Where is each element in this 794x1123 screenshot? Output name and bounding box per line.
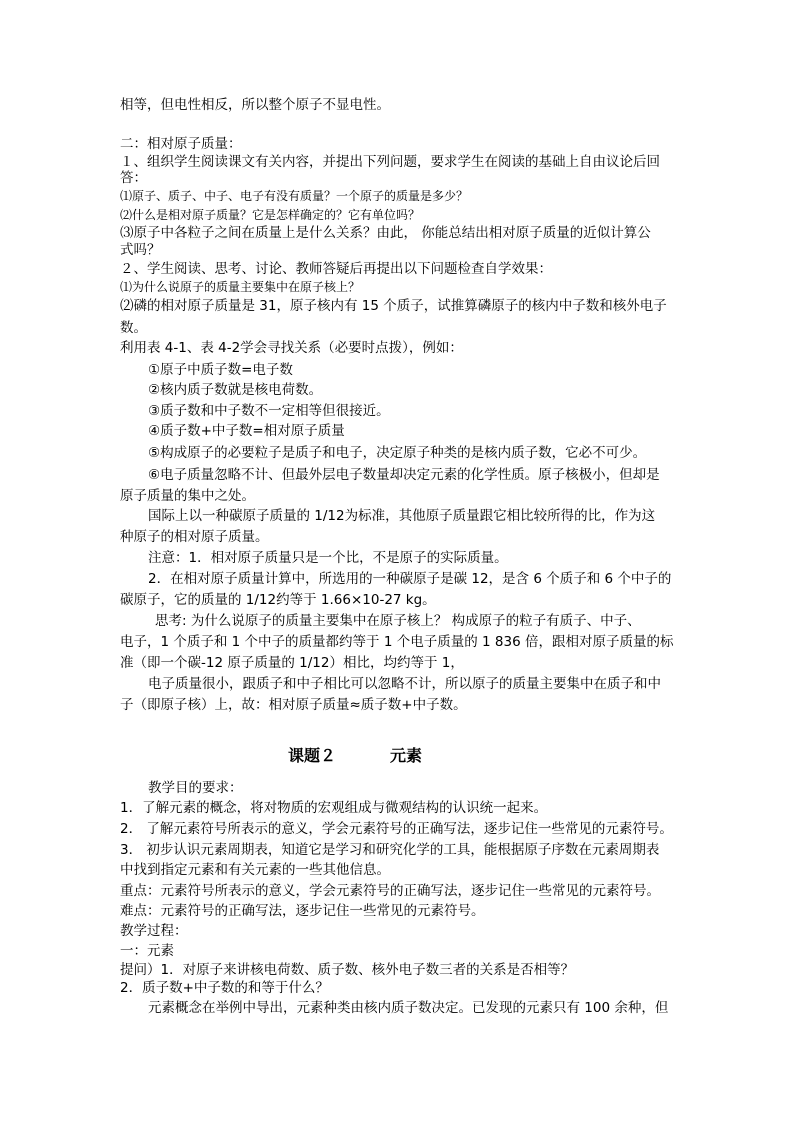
note-line: 注意：1．相对原子质量只是一个比，不是原子的实际质量。 <box>148 550 508 566</box>
list-item: ⑤构成原子的必要粒子是质子和电子，决定原子种类的是核内质子数，它必不可少。 <box>148 445 647 461</box>
question-line: ⑴原子、质子、中子、电子有没有质量？一个原子的质量是多少？ <box>120 189 469 203</box>
difficulty-line: 难点：元素符号的正确写法，逐步记住一些常见的元素符号。 <box>120 903 485 919</box>
section-heading: 一：元素 <box>120 943 174 959</box>
objective-line: 2． 了解元素符号所表示的意义，学会元素符号的正确写法，逐步记住一些常见的元素符号。 <box>120 821 673 837</box>
text-line: 答： <box>120 170 147 186</box>
question-line: ⑴为什么说原子的质量主要集中在原子核上？ <box>120 280 361 294</box>
text-line: 子（即原子核）上，故：相对原子质量≈质子数+中子数。 <box>120 697 467 713</box>
text-line: １、组织学生阅读课文有关内容，并提出下列问题，要求学生在阅读的基础上自由议论后回 <box>120 154 660 170</box>
objective-line: 1．了解元素的概念，将对物质的宏观组成与微观结构的认识统一起来。 <box>120 800 548 816</box>
text-line: 电子，1 个质子和 1 个中子的质量都约等于 1 个电子质量的 1 836 倍，跟相对原子质量的标 <box>120 634 674 650</box>
lesson-name: 元素 <box>390 746 423 765</box>
section-heading: 教学过程： <box>120 923 188 939</box>
objective-line: 3． 初步认识元素周期表，知道它是学习和研究化学的工具，能根据原子序数在元素周期表 <box>120 842 660 858</box>
list-item: ③质子数和中子数不一定相等但很接近。 <box>148 403 390 419</box>
text-line: 准（即一个碳-12 原子质量的 1/12）相比，均约等于 1， <box>120 655 464 671</box>
text-line: ２、学生阅读、思考、讨论、教师答疑后再提出以下问题检查自学效果： <box>120 261 552 277</box>
text-line: 利用表 4-1、表 4-2学会寻找关系（必要时点拨），例如： <box>120 340 463 356</box>
list-item: ①原子中质子数=电子数 <box>148 362 293 378</box>
text-line: 数。 <box>120 320 147 336</box>
text-line: 电子质量很小，跟质子和中子相比可以忽略不计，所以原子的质量主要集中在质子和中 <box>148 676 661 692</box>
note-line: 碳原子，它的质量的 1/12约等于 1.66×10-27 kg。 <box>120 592 436 608</box>
text-line: 种原子的相对原子质量。 <box>120 529 269 545</box>
question-line: 提问）1．对原子来讲核电荷数、质子数、核外电子数三者的关系是否相等？ <box>120 962 575 978</box>
text-line: 相等，但电性相反，所以整个原子不显电性。 <box>120 97 390 113</box>
list-item: ②核内质子数就是核电荷数。 <box>148 382 323 398</box>
section-heading: 二：相对原子质量： <box>120 136 242 152</box>
key-point-line: 重点：元素符号所表示的意义，学会元素符号的正确写法，逐步记住一些常见的元素符号。 <box>120 883 660 899</box>
text-line: 思考: 为什么说原子的质量主要集中在原子核上？ 构成原子的粒子有质子、中子、 <box>155 613 641 629</box>
section-heading: 教学目的要求： <box>148 780 243 796</box>
question-line: ⑵磷的相对原子质量是 31，原子核内有 15 个质子，试推算磷原子的核内中子数和核外电子 <box>120 298 667 314</box>
text-line: 原子质量的集中之处。 <box>120 488 255 504</box>
list-item: ⑥电子质量忽略不计、但最外层电子数量却决定元素的化学性质。原子核极小，但却是 <box>148 467 660 483</box>
note-line: 2．在相对原子质量计算中，所选用的一种碳原子是碳 12，是含 6 个质子和 6 个中子的 <box>148 571 672 587</box>
lesson-number: 课题２ <box>288 746 337 765</box>
question-line: ⑵什么是相对原子质量？它是怎样确定的？它有单位吗？ <box>120 208 421 222</box>
text-line: 元素概念在举例中导出，元素种类由核内质子数决定。已发现的元素只有 100 余种，但 <box>148 1000 669 1016</box>
question-line: ⑶原子中各粒子之间在质量上是什么关系？由此， 你能总结出相对原子质量的近似计算公 <box>120 225 651 241</box>
text-line: 国际上以一种碳原子质量的 1/12为标准，其他原子质量跟它相比较所得的比，作为这 <box>148 508 656 524</box>
objective-line: 中找到指定元素和有关元素的一些其他信息。 <box>120 862 390 878</box>
list-item: ④质子数+中子数=相对原子质量 <box>148 423 345 439</box>
question-line: 2．质子数+中子数的和等于什么？ <box>120 980 329 996</box>
text-line: 式吗？ <box>120 242 161 258</box>
